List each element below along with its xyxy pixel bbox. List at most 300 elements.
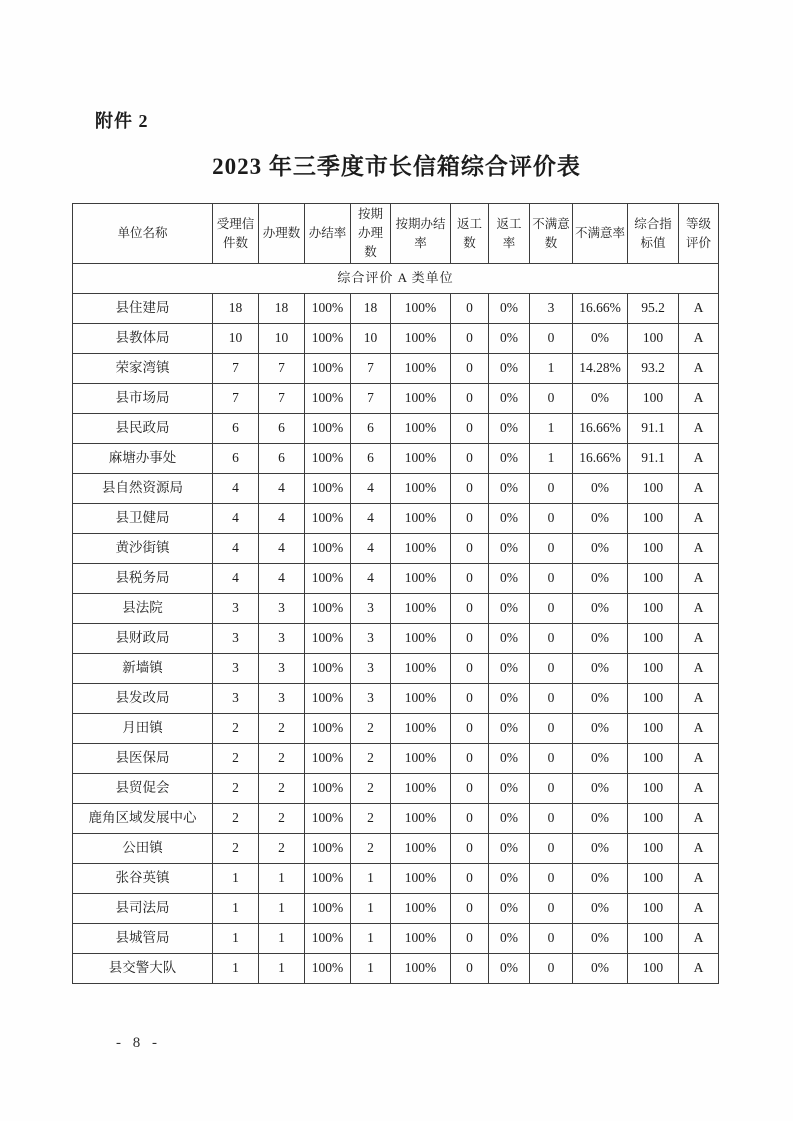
- value-cell: 1: [259, 954, 305, 984]
- value-cell: 4: [351, 564, 391, 594]
- value-cell: 100%: [305, 894, 351, 924]
- value-cell: 10: [351, 324, 391, 354]
- value-cell: 100: [628, 744, 679, 774]
- unit-name-cell: 县交警大队: [73, 954, 213, 984]
- value-cell: A: [679, 924, 719, 954]
- value-cell: A: [679, 864, 719, 894]
- section-header-row: [73, 264, 719, 294]
- value-cell: 0: [530, 894, 573, 924]
- value-cell: 2: [259, 804, 305, 834]
- unit-name-cell: 鹿角区域发展中心: [73, 804, 213, 834]
- value-cell: 0%: [573, 864, 628, 894]
- value-cell: 1: [259, 864, 305, 894]
- value-cell: 4: [259, 564, 305, 594]
- value-cell: 1: [259, 924, 305, 954]
- value-cell: 0%: [489, 804, 530, 834]
- value-cell: 1: [213, 924, 259, 954]
- col-header-completion-rate: 办结率: [305, 204, 351, 264]
- value-cell: 0: [530, 594, 573, 624]
- value-cell: 100: [628, 594, 679, 624]
- value-cell: 0%: [573, 654, 628, 684]
- header-row: [73, 204, 719, 264]
- value-cell: 100%: [305, 834, 351, 864]
- value-cell: 100%: [305, 474, 351, 504]
- table-row: [73, 894, 719, 924]
- value-cell: 0%: [489, 564, 530, 594]
- value-cell: A: [679, 474, 719, 504]
- table-row: [73, 654, 719, 684]
- value-cell: 0: [451, 594, 489, 624]
- value-cell: 3: [259, 624, 305, 654]
- value-cell: 100%: [305, 324, 351, 354]
- value-cell: 0%: [489, 894, 530, 924]
- value-cell: 0%: [573, 474, 628, 504]
- value-cell: A: [679, 594, 719, 624]
- col-header-rework-rate: 返工率: [489, 204, 530, 264]
- value-cell: 100%: [391, 714, 451, 744]
- value-cell: 1: [351, 924, 391, 954]
- value-cell: 0: [530, 564, 573, 594]
- value-cell: 0%: [489, 954, 530, 984]
- value-cell: 10: [213, 324, 259, 354]
- value-cell: 100: [628, 684, 679, 714]
- value-cell: 0%: [573, 894, 628, 924]
- value-cell: 100: [628, 924, 679, 954]
- value-cell: 100%: [305, 594, 351, 624]
- value-cell: A: [679, 894, 719, 924]
- value-cell: 0: [451, 564, 489, 594]
- value-cell: 0%: [489, 414, 530, 444]
- value-cell: 0: [451, 954, 489, 984]
- value-cell: 18: [213, 294, 259, 324]
- value-cell: 0: [530, 804, 573, 834]
- col-header-composite-index: 综合指标值: [628, 204, 679, 264]
- value-cell: 16.66%: [573, 444, 628, 474]
- section-header-label: 综合评价 A 类单位: [73, 264, 719, 294]
- col-header-unit-name: 单位名称: [73, 204, 213, 264]
- value-cell: 0%: [573, 504, 628, 534]
- page-title: 2023 年三季度市长信箱综合评价表: [212, 154, 581, 179]
- value-cell: 0: [530, 504, 573, 534]
- value-cell: 0%: [573, 924, 628, 954]
- value-cell: 100%: [391, 924, 451, 954]
- unit-name-cell: 县医保局: [73, 744, 213, 774]
- col-header-ontime-processed-count: 按期办理数: [351, 204, 391, 264]
- value-cell: 100%: [391, 354, 451, 384]
- value-cell: 0: [530, 534, 573, 564]
- value-cell: A: [679, 444, 719, 474]
- value-cell: 0%: [489, 684, 530, 714]
- value-cell: 0%: [489, 834, 530, 864]
- value-cell: 4: [259, 474, 305, 504]
- value-cell: 4: [351, 474, 391, 504]
- col-header-processed-count: 办理数: [259, 204, 305, 264]
- value-cell: 100%: [391, 834, 451, 864]
- table-row: [73, 744, 719, 774]
- value-cell: 0: [451, 624, 489, 654]
- col-header-rework-count: 返工数: [451, 204, 489, 264]
- value-cell: 0%: [489, 624, 530, 654]
- unit-name-cell: 县卫健局: [73, 504, 213, 534]
- value-cell: 6: [259, 444, 305, 474]
- value-cell: 100%: [305, 864, 351, 894]
- value-cell: 0: [451, 924, 489, 954]
- value-cell: 3: [351, 684, 391, 714]
- unit-name-cell: 县发改局: [73, 684, 213, 714]
- value-cell: 100: [628, 774, 679, 804]
- unit-name-cell: 张谷英镇: [73, 864, 213, 894]
- value-cell: 2: [213, 804, 259, 834]
- value-cell: 0%: [489, 654, 530, 684]
- table-row: [73, 384, 719, 414]
- value-cell: 100%: [391, 414, 451, 444]
- value-cell: 2: [351, 774, 391, 804]
- value-cell: 1: [351, 894, 391, 924]
- value-cell: 0%: [489, 384, 530, 414]
- page-number: - 8 -: [116, 1035, 161, 1051]
- value-cell: 100%: [391, 804, 451, 834]
- unit-name-cell: 县教体局: [73, 324, 213, 354]
- value-cell: 2: [259, 834, 305, 864]
- value-cell: 7: [259, 354, 305, 384]
- value-cell: A: [679, 384, 719, 414]
- value-cell: 100%: [305, 684, 351, 714]
- value-cell: 100: [628, 714, 679, 744]
- value-cell: 0: [451, 444, 489, 474]
- value-cell: 1: [213, 894, 259, 924]
- value-cell: 100%: [305, 534, 351, 564]
- value-cell: 0: [451, 324, 489, 354]
- value-cell: 0: [530, 744, 573, 774]
- value-cell: 100%: [391, 624, 451, 654]
- value-cell: 1: [213, 954, 259, 984]
- table-row: [73, 474, 719, 504]
- value-cell: 0%: [573, 534, 628, 564]
- value-cell: A: [679, 624, 719, 654]
- value-cell: 0: [451, 384, 489, 414]
- value-cell: 0: [451, 684, 489, 714]
- value-cell: 4: [351, 534, 391, 564]
- value-cell: 0: [530, 624, 573, 654]
- value-cell: 100%: [305, 444, 351, 474]
- table-row: [73, 354, 719, 384]
- value-cell: 4: [351, 504, 391, 534]
- value-cell: 1: [530, 414, 573, 444]
- table-row: [73, 864, 719, 894]
- value-cell: 100: [628, 504, 679, 534]
- value-cell: 4: [259, 534, 305, 564]
- value-cell: 2: [213, 774, 259, 804]
- table-row: [73, 324, 719, 354]
- value-cell: 16.66%: [573, 294, 628, 324]
- value-cell: 1: [259, 894, 305, 924]
- value-cell: 0%: [573, 774, 628, 804]
- value-cell: 3: [351, 594, 391, 624]
- value-cell: A: [679, 654, 719, 684]
- value-cell: 0: [530, 834, 573, 864]
- unit-name-cell: 黄沙街镇: [73, 534, 213, 564]
- value-cell: 100%: [391, 864, 451, 894]
- table-row: [73, 564, 719, 594]
- unit-name-cell: 荣家湾镇: [73, 354, 213, 384]
- col-header-received-count: 受理信件数: [213, 204, 259, 264]
- value-cell: A: [679, 804, 719, 834]
- value-cell: 0: [451, 774, 489, 804]
- value-cell: A: [679, 834, 719, 864]
- value-cell: 100%: [391, 504, 451, 534]
- value-cell: A: [679, 684, 719, 714]
- value-cell: 2: [259, 774, 305, 804]
- value-cell: 100: [628, 474, 679, 504]
- unit-name-cell: 县贸促会: [73, 774, 213, 804]
- value-cell: 0%: [573, 954, 628, 984]
- value-cell: 1: [351, 954, 391, 984]
- value-cell: 0%: [489, 714, 530, 744]
- value-cell: 100: [628, 834, 679, 864]
- value-cell: A: [679, 354, 719, 384]
- value-cell: 10: [259, 324, 305, 354]
- table-row: [73, 294, 719, 324]
- value-cell: 0: [451, 414, 489, 444]
- value-cell: 100%: [305, 354, 351, 384]
- value-cell: 0: [530, 324, 573, 354]
- value-cell: 100: [628, 654, 679, 684]
- value-cell: 100: [628, 804, 679, 834]
- value-cell: 100: [628, 864, 679, 894]
- value-cell: 7: [213, 384, 259, 414]
- value-cell: 3: [213, 654, 259, 684]
- table-row: [73, 624, 719, 654]
- value-cell: 18: [259, 294, 305, 324]
- value-cell: 3: [530, 294, 573, 324]
- value-cell: A: [679, 534, 719, 564]
- unit-name-cell: 月田镇: [73, 714, 213, 744]
- value-cell: 6: [213, 414, 259, 444]
- col-header-dissatisfaction-rate: 不满意率: [573, 204, 628, 264]
- col-header-dissatisfied-count: 不满意数: [530, 204, 573, 264]
- value-cell: 6: [351, 414, 391, 444]
- value-cell: 100: [628, 894, 679, 924]
- value-cell: 0: [530, 684, 573, 714]
- value-cell: A: [679, 324, 719, 354]
- unit-name-cell: 新墙镇: [73, 654, 213, 684]
- value-cell: 0: [451, 654, 489, 684]
- value-cell: 0: [451, 354, 489, 384]
- value-cell: 0%: [573, 624, 628, 654]
- value-cell: 0%: [489, 504, 530, 534]
- value-cell: 100%: [391, 534, 451, 564]
- value-cell: 6: [213, 444, 259, 474]
- value-cell: 0%: [573, 834, 628, 864]
- value-cell: 3: [213, 594, 259, 624]
- value-cell: 0%: [489, 294, 530, 324]
- value-cell: A: [679, 504, 719, 534]
- value-cell: 0%: [573, 594, 628, 624]
- value-cell: 0: [451, 504, 489, 534]
- value-cell: 2: [259, 744, 305, 774]
- unit-name-cell: 县住建局: [73, 294, 213, 324]
- value-cell: 100%: [391, 894, 451, 924]
- unit-name-cell: 县城管局: [73, 924, 213, 954]
- value-cell: 100%: [391, 474, 451, 504]
- unit-name-cell: 公田镇: [73, 834, 213, 864]
- unit-name-cell: 县法院: [73, 594, 213, 624]
- value-cell: 100: [628, 564, 679, 594]
- value-cell: 100%: [305, 294, 351, 324]
- table-row: [73, 954, 719, 984]
- value-cell: 0: [530, 384, 573, 414]
- value-cell: A: [679, 294, 719, 324]
- value-cell: 0: [530, 864, 573, 894]
- value-cell: 0: [451, 744, 489, 774]
- table-row: [73, 774, 719, 804]
- value-cell: 95.2: [628, 294, 679, 324]
- value-cell: 100: [628, 954, 679, 984]
- value-cell: 4: [213, 564, 259, 594]
- value-cell: 3: [259, 684, 305, 714]
- value-cell: 100%: [305, 954, 351, 984]
- value-cell: 6: [351, 444, 391, 474]
- value-cell: 91.1: [628, 444, 679, 474]
- value-cell: 0: [530, 654, 573, 684]
- value-cell: 2: [213, 834, 259, 864]
- table-row: [73, 804, 719, 834]
- value-cell: 100%: [391, 954, 451, 984]
- value-cell: 0: [530, 474, 573, 504]
- value-cell: 7: [351, 384, 391, 414]
- value-cell: 3: [351, 654, 391, 684]
- value-cell: 2: [259, 714, 305, 744]
- value-cell: 100%: [305, 384, 351, 414]
- value-cell: 0%: [573, 714, 628, 744]
- value-cell: 4: [213, 504, 259, 534]
- value-cell: 0%: [489, 354, 530, 384]
- value-cell: 100%: [305, 714, 351, 744]
- value-cell: 100%: [305, 414, 351, 444]
- value-cell: 4: [213, 474, 259, 504]
- value-cell: 1: [530, 444, 573, 474]
- value-cell: 0: [451, 804, 489, 834]
- attachment-label: 附件 2: [95, 111, 149, 131]
- value-cell: 7: [351, 354, 391, 384]
- value-cell: 0: [451, 834, 489, 864]
- value-cell: 3: [213, 624, 259, 654]
- value-cell: 0: [530, 774, 573, 804]
- value-cell: 0%: [489, 774, 530, 804]
- table-row: [73, 834, 719, 864]
- value-cell: 100: [628, 534, 679, 564]
- value-cell: 1: [351, 864, 391, 894]
- value-cell: 2: [351, 804, 391, 834]
- value-cell: A: [679, 564, 719, 594]
- value-cell: A: [679, 714, 719, 744]
- evaluation-table: [72, 203, 719, 984]
- table-body: [73, 264, 719, 984]
- table-row: [73, 594, 719, 624]
- value-cell: 100: [628, 324, 679, 354]
- value-cell: 100%: [391, 684, 451, 714]
- col-header-ontime-completion-rate: 按期办结率: [391, 204, 451, 264]
- value-cell: 0: [451, 714, 489, 744]
- value-cell: 100%: [305, 654, 351, 684]
- table-row: [73, 414, 719, 444]
- value-cell: 100%: [305, 744, 351, 774]
- value-cell: 0%: [489, 594, 530, 624]
- value-cell: 100%: [305, 564, 351, 594]
- value-cell: 0: [451, 474, 489, 504]
- value-cell: 100%: [391, 294, 451, 324]
- value-cell: 3: [351, 624, 391, 654]
- value-cell: A: [679, 414, 719, 444]
- value-cell: 0%: [489, 444, 530, 474]
- unit-name-cell: 县税务局: [73, 564, 213, 594]
- value-cell: 0%: [489, 924, 530, 954]
- value-cell: 0%: [489, 474, 530, 504]
- value-cell: A: [679, 744, 719, 774]
- value-cell: 2: [351, 714, 391, 744]
- unit-name-cell: 县自然资源局: [73, 474, 213, 504]
- value-cell: 100%: [305, 924, 351, 954]
- value-cell: 0%: [573, 744, 628, 774]
- value-cell: 2: [351, 834, 391, 864]
- value-cell: 6: [259, 414, 305, 444]
- value-cell: 0%: [573, 324, 628, 354]
- value-cell: 0%: [573, 384, 628, 414]
- table-row: [73, 444, 719, 474]
- table-row: [73, 684, 719, 714]
- value-cell: 3: [259, 594, 305, 624]
- value-cell: 0%: [489, 534, 530, 564]
- value-cell: 100%: [305, 774, 351, 804]
- value-cell: 100%: [391, 444, 451, 474]
- value-cell: 7: [213, 354, 259, 384]
- value-cell: 100: [628, 384, 679, 414]
- table-header: [73, 204, 719, 264]
- unit-name-cell: 麻塘办事处: [73, 444, 213, 474]
- value-cell: 4: [259, 504, 305, 534]
- value-cell: 100: [628, 624, 679, 654]
- value-cell: 3: [213, 684, 259, 714]
- unit-name-cell: 县民政局: [73, 414, 213, 444]
- value-cell: 0: [451, 864, 489, 894]
- value-cell: 100%: [391, 564, 451, 594]
- value-cell: 16.66%: [573, 414, 628, 444]
- table-row: [73, 714, 719, 744]
- value-cell: 0%: [489, 864, 530, 894]
- value-cell: 18: [351, 294, 391, 324]
- value-cell: 100%: [391, 594, 451, 624]
- value-cell: 100%: [391, 774, 451, 804]
- value-cell: 0%: [489, 744, 530, 774]
- value-cell: 100%: [391, 324, 451, 354]
- col-header-grade: 等级评价: [679, 204, 719, 264]
- value-cell: 100%: [305, 624, 351, 654]
- value-cell: 0%: [573, 684, 628, 714]
- value-cell: 1: [213, 864, 259, 894]
- value-cell: 0: [451, 894, 489, 924]
- value-cell: 0: [530, 954, 573, 984]
- value-cell: 100%: [391, 384, 451, 414]
- value-cell: 93.2: [628, 354, 679, 384]
- value-cell: 91.1: [628, 414, 679, 444]
- value-cell: A: [679, 774, 719, 804]
- value-cell: 0: [530, 714, 573, 744]
- value-cell: 14.28%: [573, 354, 628, 384]
- value-cell: 4: [213, 534, 259, 564]
- value-cell: 1: [530, 354, 573, 384]
- unit-name-cell: 县市场局: [73, 384, 213, 414]
- value-cell: 100%: [391, 654, 451, 684]
